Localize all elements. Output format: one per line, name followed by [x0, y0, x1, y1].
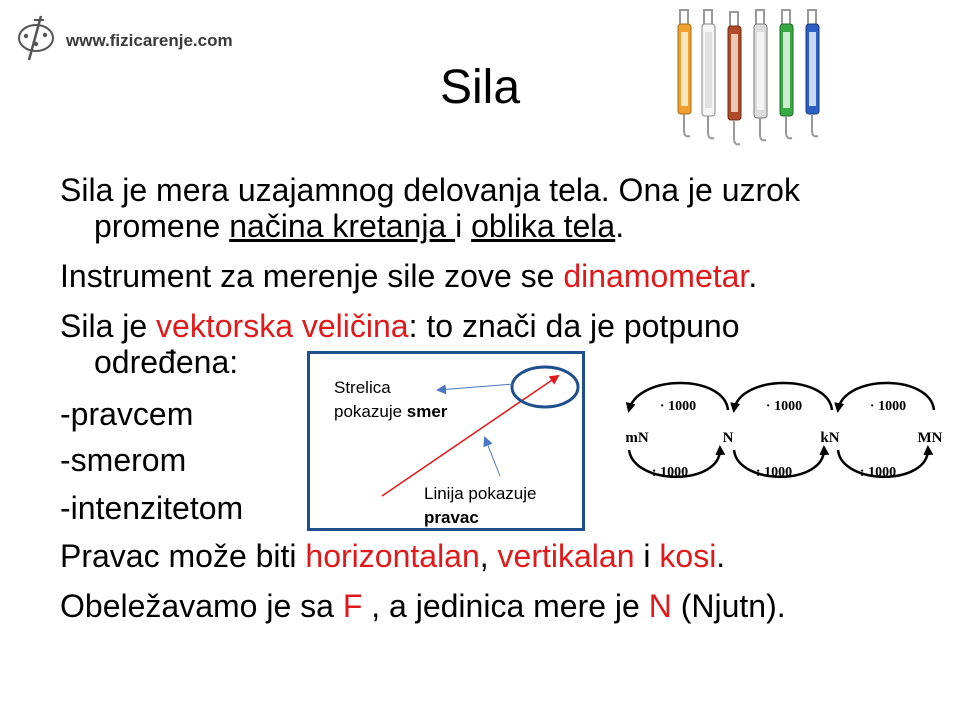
- unit-conversion-diagram: [612, 368, 948, 492]
- label-text: pokazuje: [334, 402, 407, 421]
- unit-label: N: [722, 430, 734, 446]
- dynamometer-green: [780, 10, 793, 138]
- logo-icon: [14, 14, 62, 62]
- text-span: : to znači da je potpuno: [408, 308, 740, 344]
- text-span: (Njutn).: [671, 588, 786, 624]
- text-span: .: [748, 258, 758, 294]
- text-line: [60, 308, 740, 344]
- text-span: Pravac može biti: [60, 538, 306, 574]
- dynamometer-grey: [754, 10, 767, 140]
- text-span: .: [615, 208, 625, 244]
- text-span: i: [634, 538, 660, 574]
- paragraph-definition: [60, 172, 800, 244]
- label-keyword: pravac: [424, 508, 479, 527]
- highlight-term: kosi: [659, 538, 717, 574]
- multiply-label: · 1000: [659, 399, 697, 414]
- paragraph-unit: [60, 588, 786, 624]
- highlight-term: vektorska veličina: [156, 308, 409, 344]
- list-item: -intenzitetom: [60, 490, 244, 526]
- dynamometer-white: [702, 10, 715, 138]
- dynamometer-brown: [728, 12, 741, 144]
- text-line: [60, 208, 800, 244]
- label-line: Strelica: [334, 378, 391, 397]
- arrow-head-highlight: [512, 367, 578, 407]
- highlight-term: vertikalan: [497, 538, 635, 574]
- line-pointer-arrow: [485, 438, 500, 476]
- multiply-label: · 1000: [869, 399, 907, 414]
- vector-diagram-box: [307, 351, 585, 531]
- paragraph-instrument: [60, 258, 757, 294]
- dynamometer-orange: [678, 10, 691, 136]
- text-span: ,: [479, 538, 498, 574]
- label-line-direction: [424, 482, 536, 530]
- text-span: Obeležavamo je sa: [60, 588, 343, 624]
- logo-text: www.fizicarenje.com: [66, 31, 233, 50]
- direction-pointer-arrow: [438, 384, 514, 390]
- underlined-term: načina kretanja: [229, 208, 456, 244]
- dynamometer-blue: [806, 10, 819, 136]
- text-span: , a jedinica mere je: [362, 588, 649, 624]
- highlight-term: dinamometar: [563, 258, 749, 294]
- divide-label: : 1000: [755, 465, 793, 480]
- text-span: promene: [94, 208, 230, 244]
- text-span: Instrument za merenje sile zove se: [60, 258, 564, 294]
- divide-label: : 1000: [859, 465, 897, 480]
- multiply-label: · 1000: [765, 399, 803, 414]
- site-logo: [14, 14, 284, 62]
- list-item: -smerom: [60, 442, 187, 478]
- label-keyword: smer: [406, 402, 448, 421]
- text-span: Sila je: [60, 308, 157, 344]
- unit-label: kN: [820, 430, 840, 446]
- label-arrow-direction: [334, 376, 447, 424]
- highlight-term: N: [648, 588, 672, 624]
- unit-label: mN: [625, 430, 649, 446]
- underlined-term: oblika tela: [471, 208, 616, 244]
- paragraph-direction: [60, 538, 725, 574]
- dynamometers-image: [668, 6, 828, 152]
- text-line: Sila je mera uzajamnog delovanja tela. Ona je uzrok: [60, 172, 800, 208]
- divide-label: : 1000: [651, 465, 689, 480]
- highlight-term: horizontalan: [305, 538, 480, 574]
- label-line: Linija pokazuje: [424, 484, 537, 503]
- unit-label: MN: [917, 430, 943, 446]
- text-span: i: [455, 208, 472, 244]
- text-line: određena:: [94, 344, 239, 380]
- highlight-term: F: [342, 588, 363, 624]
- text-span: .: [716, 538, 726, 574]
- slide-title: Sila: [439, 61, 521, 114]
- list-item: -pravcem: [60, 396, 194, 432]
- label-line: [334, 400, 447, 424]
